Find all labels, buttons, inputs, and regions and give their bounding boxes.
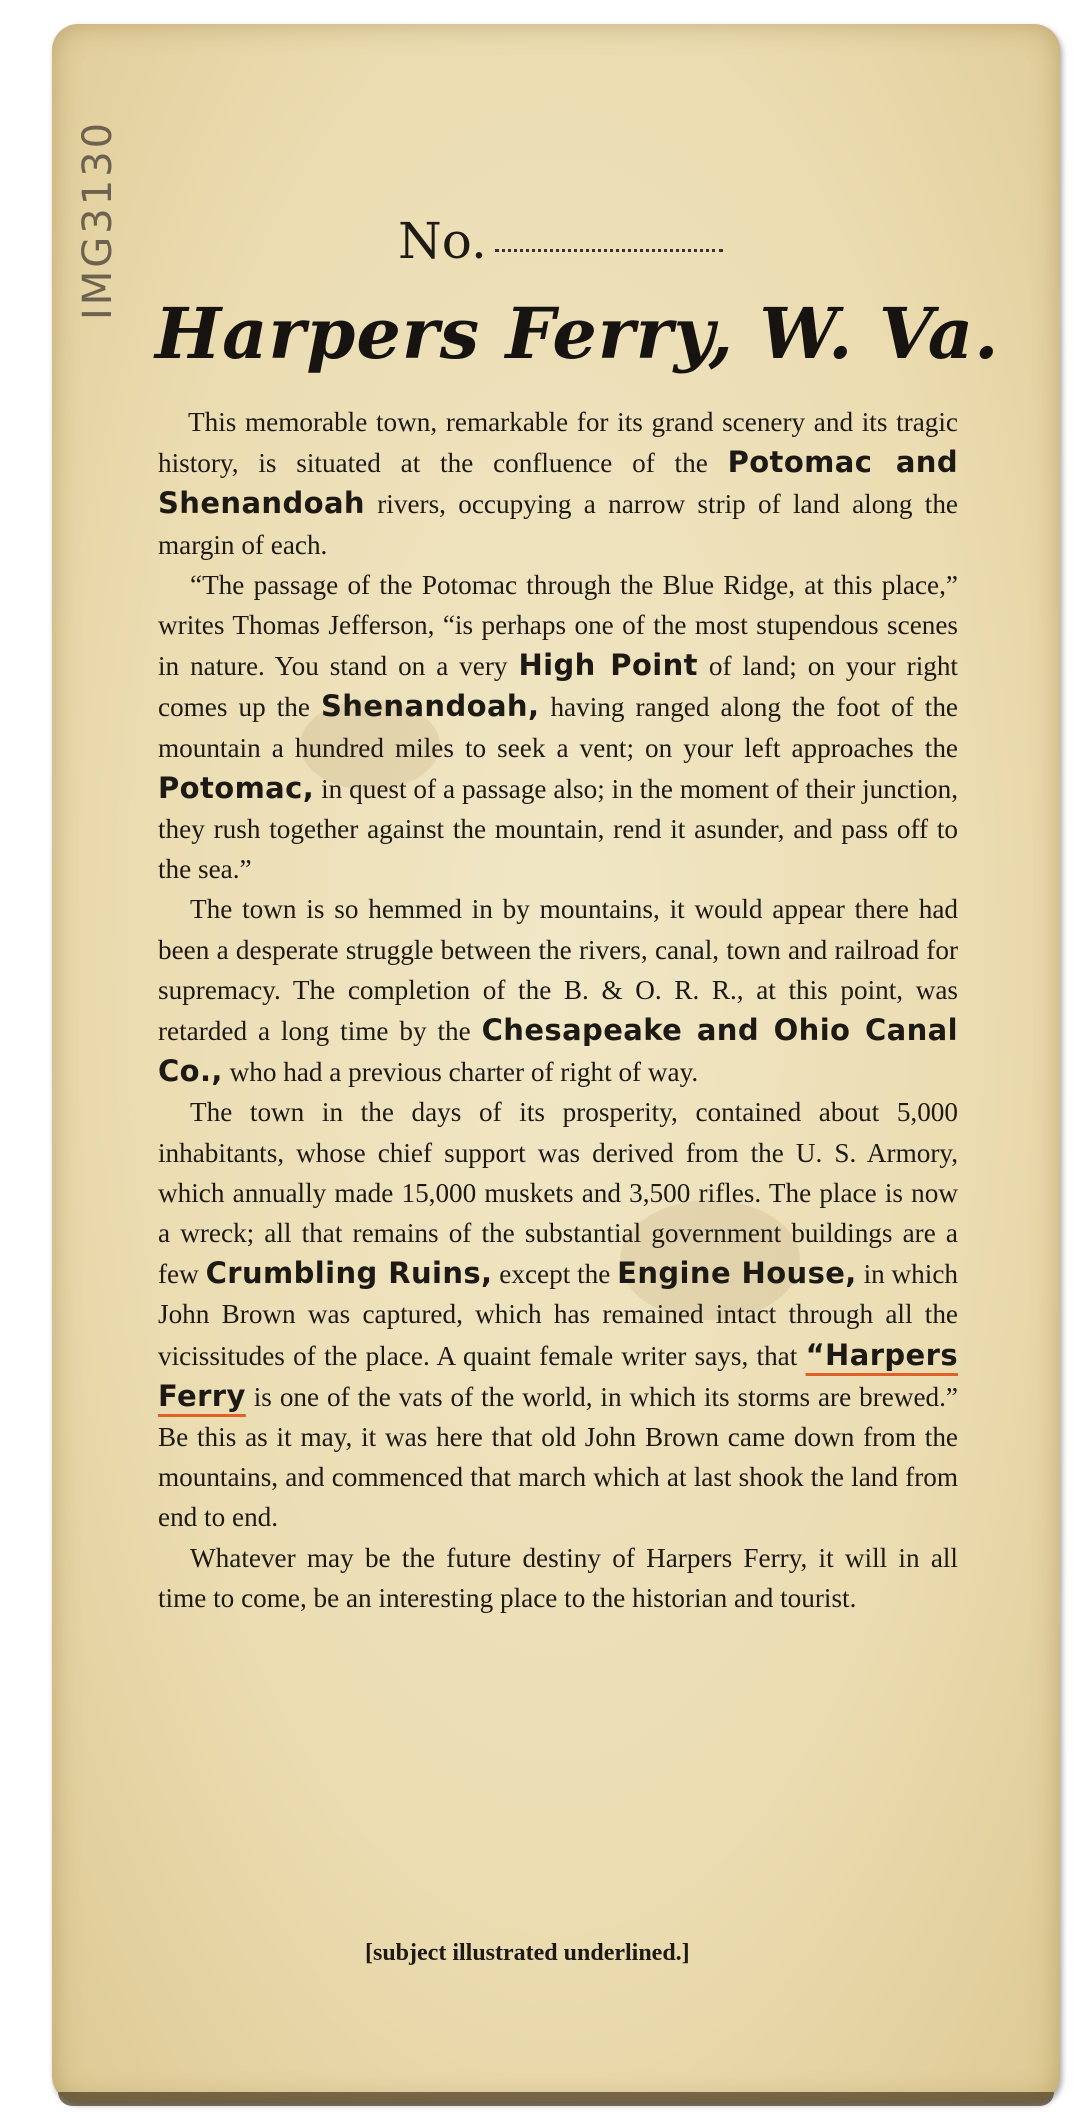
emphasized-subject: Engine House, bbox=[617, 1256, 857, 1291]
emphasized-subject: Potomac, bbox=[158, 770, 315, 805]
paragraph bbox=[158, 402, 958, 565]
paragraph-text: in quest of a passage also; in the moment of their junction, they rush together against the mountain, rend it asunder, and pass off to the sea.” bbox=[158, 773, 958, 885]
paragraph-text: having ranged along the foot of the mountain a hundred miles to seek a vent; on your left approaches the bbox=[158, 692, 958, 763]
card-title: Harpers Ferry, W. Va. bbox=[155, 292, 1000, 375]
paragraph-text: of land; on your right comes up the bbox=[158, 651, 958, 723]
emphasized-subject: Potomac and Shenandoah bbox=[158, 445, 958, 521]
paragraph-text: is one of the vats of the world, in which its storms are brewed.” Be this as it may, it was here that old John Brown came down from the mountains, and commenced that march which at last shook the land from end to end. bbox=[158, 1381, 958, 1533]
footnote: [subject illustrated underlined.] bbox=[365, 1940, 690, 1966]
paragraph-text: Whatever may be the future destiny of Harpers Ferry, it will in all time to come, be an interesting place to the historian and tourist. bbox=[158, 1542, 958, 1613]
illustrated-subject: “Harpers Ferry bbox=[158, 1337, 958, 1413]
paragraph-text: This memorable town, remarkable for its grand scenery and its tragic history, is situated at the confluence of the bbox=[158, 407, 958, 479]
paragraph bbox=[158, 565, 958, 890]
paragraph-text: The town in the days of its prosperity, contained about 5,000 inhabitants, whose chief support was derived from the U. S. Armory, which annually made 15,000 muskets and 3,500 rifles. The place is now a wreck; all that remains of the substantial government buildings are a few bbox=[158, 1097, 958, 1290]
paragraph-text: in which John Brown was captured, which has remained intact through all the vicissitudes of the place. A quaint female writer says, that bbox=[158, 1259, 958, 1371]
paragraph bbox=[158, 889, 958, 1092]
card-edge-shadow bbox=[58, 2092, 1054, 2106]
paragraph-text: except the bbox=[492, 1259, 618, 1290]
paragraph-text: The town is so hemmed in by mountains, it would appear there had been a desperate struggle between the rivers, canal, town and railroad for supremacy. The completion of the B. & O. R. R., at this point, was retarded a long time by the bbox=[158, 894, 958, 1047]
emphasized-subject: Chesapeake and Ohio Canal Co., bbox=[158, 1013, 958, 1089]
number-blank bbox=[495, 247, 723, 252]
paragraph-text: rivers, occupying a narrow strip of land along the margin of each. bbox=[158, 489, 958, 560]
emphasized-subject: Crumbling Ruins, bbox=[205, 1256, 493, 1291]
number-label: No. bbox=[398, 212, 487, 270]
paragraph-text: who had a previous charter of right of way. bbox=[222, 1057, 699, 1088]
emphasized-subject: High Point bbox=[518, 648, 698, 683]
paragraph bbox=[158, 1092, 958, 1537]
description-text bbox=[158, 402, 958, 1618]
number-line bbox=[398, 212, 723, 270]
paragraph-text: “The passage of the Potomac through the Blue Ridge, at this place,” writes Thomas Jefferson, “is perhaps one of the most stupendous scenes in nature. You stand on a very bbox=[158, 569, 958, 682]
paragraph bbox=[158, 1538, 958, 1618]
emphasized-subject: Shenandoah, bbox=[321, 689, 540, 724]
catalog-id: IMG3130 bbox=[75, 119, 121, 320]
